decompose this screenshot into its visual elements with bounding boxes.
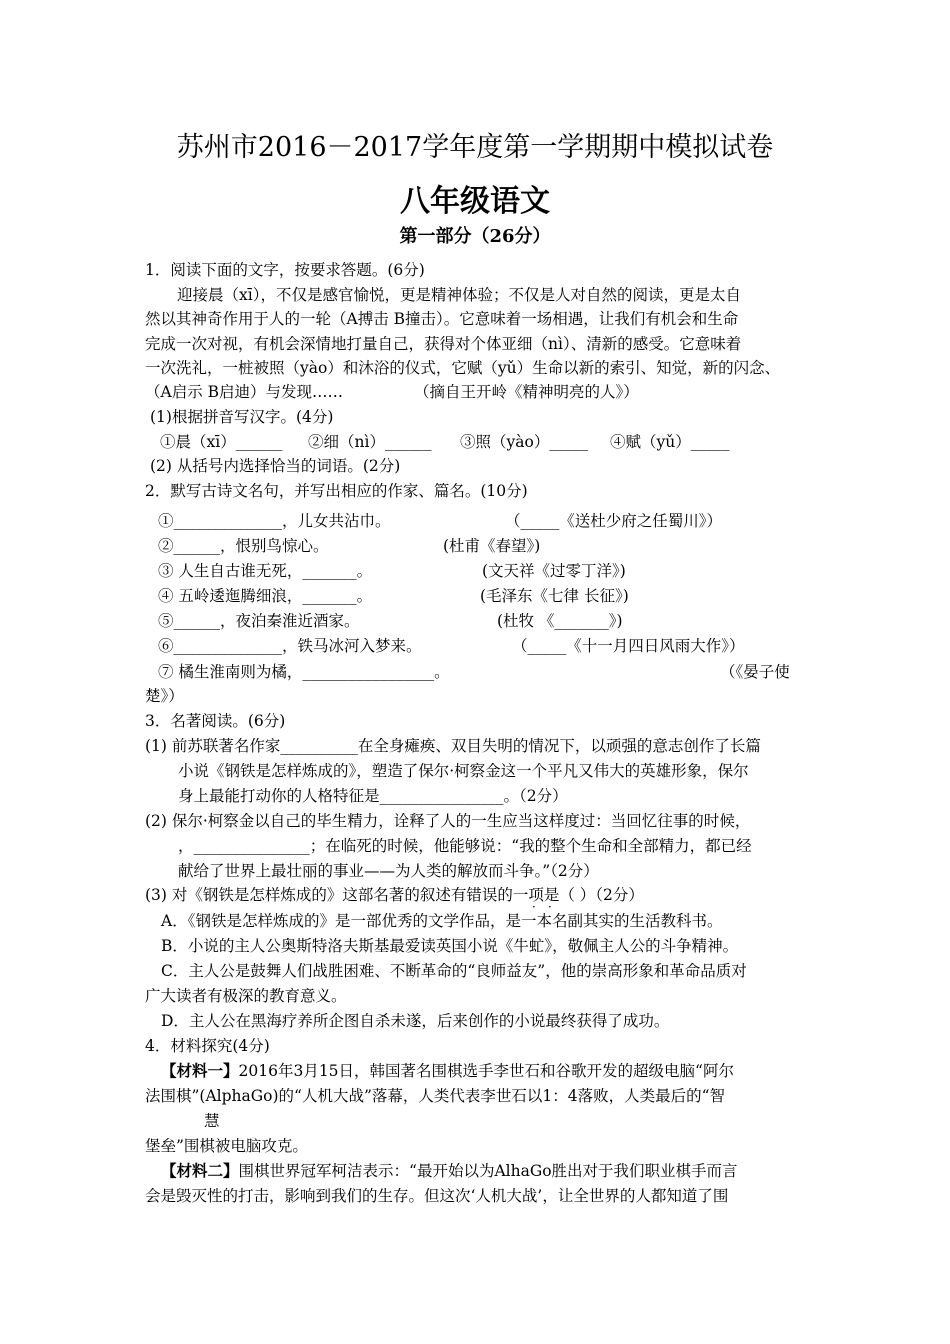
q3-line: ，_______________；在临死的时候，他能够说：“我的整个生命和全部精力，都已经 xyxy=(178,837,752,855)
emphasis-dot: · xyxy=(548,900,552,914)
material-two-label: 【材料二】 xyxy=(161,1161,239,1180)
q3-option-a: A．《钢铁是怎样炼成的》是一部优秀的文学作品，是一本名副其实的生活教科书。 xyxy=(161,912,723,930)
q3-line: (3) 对《钢铁是怎样炼成的》这部名著的叙述有错误的一项是（ ）（2分） xyxy=(145,886,644,904)
q3-option-c-cont: 广大读者有极深的教育意义。 xyxy=(145,987,347,1005)
q2-line: ④ 五岭逶迤腾细浪，_______。 xyxy=(158,587,373,605)
q1-passage-line: 迎接晨（xī），不仅是感官愉悦，更是精神体验；不仅是人对自然的阅读，更是太自 xyxy=(177,286,741,304)
q1-blank-3: ③照（yào）_____ xyxy=(460,433,589,451)
material-one-text: 2016年3月15日，韩国著名围棋选手李世石和谷歌开发的超级电脑“阿尔 xyxy=(238,1062,734,1080)
q3-heading: 3．名著阅读。(6分) xyxy=(145,712,286,730)
q2-line: ⑥______________，铁马冰河入梦来。 xyxy=(158,637,422,655)
subject-title: 八年级语文 xyxy=(400,184,550,219)
part-heading: 第一部分（26分） xyxy=(399,226,551,247)
q2-source: （_____《送杜少府之任蜀川》） xyxy=(505,512,723,530)
q2-source-cont: 楚》） xyxy=(145,687,184,705)
q3-line: (1) 前苏联著名作家__________在全身瘫痪、双目失明的情况下，以顽强的意志创作了长篇 xyxy=(145,737,761,755)
q1-sub2: (2) 从括号内选择恰当的词语。(2分) xyxy=(150,457,401,475)
q2-source: （_____《十一月四日风雨大作》） xyxy=(512,637,745,655)
q1-passage-line: （A启示 B启迪）与发现…… xyxy=(145,383,344,401)
q4-heading: 4．材料探究(4分) xyxy=(145,1037,270,1055)
q1-passage-line: 然以其神奇作用于人的一轮（A搏击 B撞击）。它意味着一场相遇，让我们有机会和生命 xyxy=(145,310,739,328)
q1-blank-2: ②细（nì）______ xyxy=(308,433,432,451)
emphasis-dot: · xyxy=(532,900,536,914)
material-one-line: 慧 xyxy=(204,1112,220,1130)
material-one xyxy=(161,1060,734,1082)
material-one-line: 法围棋”(AlphaGo)的“人机大战”落幕，人类代表李世石以1：4落败，人类最后的“智 xyxy=(145,1087,726,1105)
q1-source: （摘自王开岭《精神明亮的人》） xyxy=(414,383,639,401)
q1-blank-4: ④赋（yǔ）_____ xyxy=(610,433,730,451)
material-one-label: 【材料一】 xyxy=(161,1061,239,1080)
q3-line: (2) 保尔·柯察金以自己的毕生精力，诠释了人的一生应当这样度过：当回忆往事的时候， xyxy=(145,812,751,830)
material-two xyxy=(161,1160,738,1182)
q2-line: ②______，恨别鸟惊心。 xyxy=(158,537,329,555)
q2-line: ①______________，儿女共沾巾。 xyxy=(158,512,391,530)
q2-heading: 2．默写古诗文名句，并写出相应的作家、篇名。(10分) xyxy=(145,482,528,500)
q3-option-d: D．主人公在黑海疗养所企图自杀未遂，后来创作的小说最终获得了成功。 xyxy=(161,1012,670,1030)
q3-line: 身上最能打动你的人格特征是________________。（2分） xyxy=(178,787,568,805)
q3-option-b: B．小说的主人公奥斯特洛夫斯基最爱读英国小说《牛虻》，敬佩主人公的斗争精神。 xyxy=(161,937,739,955)
material-two-line: 会是毁灭性的打击，影响到我们的生存。但这次‘人机大战’，让全世界的人都知道了围 xyxy=(145,1187,729,1205)
q2-source: (杜甫《春望》) xyxy=(443,537,541,555)
q1-sub1: (1)根据拼音写汉字。(4分) xyxy=(150,408,334,426)
q1-passage-line: 一次洗礼，一桩被照（yào）和沐浴的仪式，它赋（yǔ）生命以新的索引、知觉，新的闪念、 xyxy=(145,359,781,377)
q3-option-c: C．主人公是鼓舞人们战胜困难、不断革命的“良师益友”，他的崇高形象和革命品质对 xyxy=(161,962,747,980)
q2-source: (毛泽东《七律 长征》) xyxy=(480,587,629,605)
material-one-line: 堡垒”围棋被电脑攻克。 xyxy=(145,1137,308,1155)
q2-line: ③ 人生自古谁无死，_______。 xyxy=(158,562,373,580)
q2-source: (杜牧 《_______》) xyxy=(497,612,623,630)
q1-passage-line: 完成一次对视，有机会深情地打量自己，获得对个体亚细（nì）、清新的感受。它意味着 xyxy=(145,335,742,353)
q2-line: ⑦ 橘生淮南则为橘，_________________。 xyxy=(158,663,450,681)
q2-source: （《晏子使 xyxy=(720,663,790,681)
q2-source: (文天祥《过零丁洋》) xyxy=(482,562,626,580)
q3-line: 小说《钢铁是怎样炼成的》，塑造了保尔·柯察金这一个平凡又伟大的英雄形象，保尔 xyxy=(178,762,749,780)
q1-blank-1: ①晨（xī）______ xyxy=(160,433,283,451)
q1-heading: 1．阅读下面的文字，按要求答题。(6分) xyxy=(145,261,425,279)
material-two-text: 围棋世界冠军柯洁表示：“最开始以为AlhaGo胜出对于我们职业棋手而言 xyxy=(238,1162,738,1180)
exam-title: 苏州市2016－2017学年度第一学期期中模拟试卷 xyxy=(176,132,774,163)
q2-line: ⑤______，夜泊秦淮近酒家。 xyxy=(158,612,360,630)
q3-line: 献给了世界上最壮丽的事业——为人类的解放而斗争。”（2分） xyxy=(178,862,599,880)
